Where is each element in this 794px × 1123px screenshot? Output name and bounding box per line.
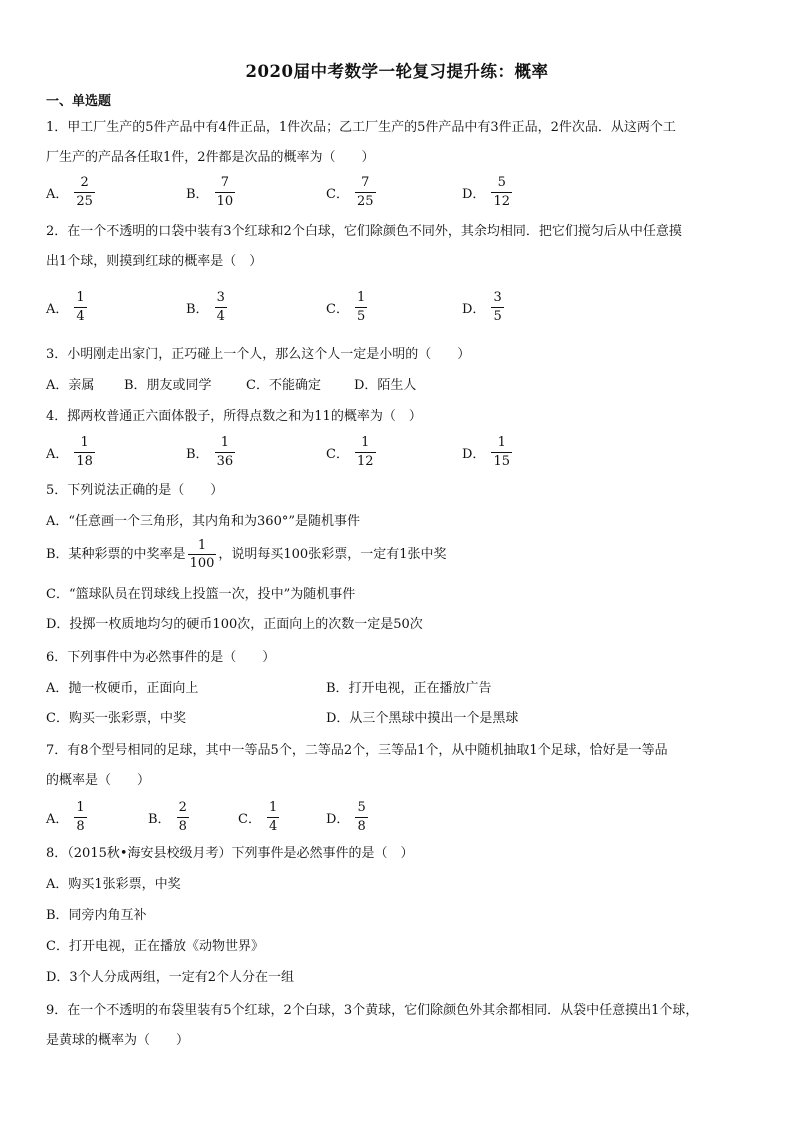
q1-option-d [462,175,512,210]
fraction-denominator: 12 [356,454,374,469]
fraction-numerator: 3 [493,290,502,305]
section-heading: 一、单选题 [46,94,112,109]
option-label: C． [238,812,261,827]
q8-option-c: C．打开电视，正在播放《动物世界》 [46,939,264,954]
q4-option-c [326,435,376,470]
q5-option-c: C．“篮球队员在罚球线上投篮一次，投中”为随机事件 [46,587,356,602]
q2-option-b [186,290,227,325]
q1-option-b [186,175,235,210]
q8-stem-line1: 8．（2015秋•海安县校级月考）下列事件是必然事件的是（ ） [46,846,414,861]
option-label: D． [326,812,350,827]
fraction-denominator: 25 [76,194,93,209]
option-label: D． [462,302,486,317]
q8-option-d: D．3个人分成两组，一定有2个人分在一组 [46,970,294,985]
q4-option-d [462,435,512,470]
q6-option-c: C．购买一张彩票，中奖 [46,711,186,726]
fraction-denominator: 5 [356,309,366,324]
option-label: A． [46,302,69,317]
fraction-denominator: 4 [268,819,278,834]
fraction-denominator: 15 [493,454,510,469]
q7-option-b [148,800,189,835]
option-label: D． [462,447,486,462]
q2-stem-line2: 出1个球，则摸到红球的概率是（ ） [46,254,263,269]
fraction-denominator: 100 [189,556,215,571]
fraction-denominator: 8 [178,819,187,834]
fraction-denominator: 4 [216,309,225,324]
q6-option-a: A．抛一枚硬币，正面向上 [46,681,199,696]
fraction-denominator: 5 [493,309,502,324]
q2-option-c [326,290,367,325]
q2-stem-line1: 2．在一个不透明的口袋中装有3个红球和2个白球，它们除颜色不同外，其余均相同．把它们搅匀后从中任意摸 [46,224,682,239]
fraction-denominator: 12 [493,194,510,209]
fraction-numerator: 3 [216,290,225,305]
q4-option-b [186,435,235,470]
q4-option-a [46,435,95,470]
q4-stem-line1: 4．掷两枚普通正六面体骰子，所得点数之和为11的概率为（ ） [46,409,422,424]
option-label: B． [186,302,209,317]
fraction-numerator: 1 [497,435,506,450]
page-title: 2020届中考数学一轮复习提升练：概率 [245,62,549,81]
q2-option-d [462,290,504,325]
option-label: A． [46,187,69,202]
option-label: B． [186,447,209,462]
q2-option-a [46,290,87,325]
fraction-numerator: 1 [76,800,85,815]
q3-option-b: B．朋友或同学 [124,378,212,393]
fraction-denominator: 25 [356,194,374,209]
q7-stem-line2: 的概率是（ ） [46,773,151,788]
q7-option-a [46,800,87,835]
option-label: B． [186,187,209,202]
q1-option-c [326,175,376,210]
option-label: D． [462,187,486,202]
q8-option-b: B．同旁内角互补 [46,908,147,923]
option-label: C． [326,302,349,317]
q3-stem-line1: 3．小明刚走出家门，正巧碰上一个人，那么这个人一定是小明的（ ） [46,347,471,362]
q7-option-c [238,800,279,835]
fraction-denominator: 4 [76,309,85,324]
option-text: ，说明每买100张彩票，一定有1张中奖 [218,546,447,562]
fraction-denominator: 8 [76,819,85,834]
q5-stem-line1: 5．下列说法正确的是（ ） [46,483,224,498]
q1-stem-line2: 厂生产的产品各任取1件，2件都是次品的概率为（ ） [46,150,375,165]
option-label: C． [326,187,349,202]
fraction-numerator: 2 [80,175,89,190]
fraction-denominator: 10 [216,194,234,209]
option-label: B． [148,812,171,827]
q3-option-d: D．陌生人 [354,378,417,393]
q5-option-d: D．投掷一枚质地均匀的硬币100次，正面向上的次数一定是50次 [46,617,423,632]
fraction-denominator: 36 [216,454,234,469]
q7-option-d [326,800,368,835]
fraction-numerator: 1 [197,538,207,553]
q8-option-a: A．购买1张彩票，中奖 [46,877,181,892]
fraction-numerator: 1 [220,435,229,450]
fraction-numerator: 5 [357,800,366,815]
fraction-denominator: 18 [76,454,93,469]
q1-stem-line1: 1．甲工厂生产的5件产品中有4件正品，1件次品；乙工厂生产的5件产品中有3件正品，2件次品．从这两个工 [46,120,676,135]
fraction-numerator: 2 [178,800,187,815]
option-label: A． [46,812,69,827]
q5-option-b [46,538,446,571]
q3-option-c: C．不能确定 [246,378,321,393]
fraction-numerator: 7 [361,175,370,190]
fraction-numerator: 1 [356,290,366,305]
q6-option-b: B．打开电视，正在播放广告 [326,681,492,696]
q3-option-a: A．亲属 [46,378,95,393]
option-text: B．某种彩票的中奖率是 [46,546,186,562]
q6-stem-line1: 6．下列事件中为必然事件的是（ ） [46,650,276,665]
q7-stem-line1: 7．有8个型号相同的足球，其中一等品5个，二等品2个，三等品1个，从中随机抽取1个足球，恰好是一等品 [46,743,668,758]
q9-stem-line1: 9．在一个不透明的布袋里装有5个红球，2个白球，3个黄球，它们除颜色外其余都相同．从袋中任意摸出1个球， [46,1003,699,1018]
q9-stem-line2: 是黄球的概率为（ ） [46,1033,190,1048]
option-label: C． [326,447,349,462]
fraction-numerator: 7 [220,175,229,190]
fraction-numerator: 1 [268,800,278,815]
fraction-numerator: 1 [76,290,85,305]
fraction-denominator: 8 [357,819,366,834]
option-label: A． [46,447,69,462]
fraction-numerator: 5 [497,175,506,190]
q1-option-a [46,175,95,210]
fraction-numerator: 1 [361,435,370,450]
q5-option-a: A．“任意画一个三角形，其内角和为360°”是随机事件 [46,514,360,529]
q6-option-d: D．从三个黑球中摸出一个是黑球 [326,711,519,726]
fraction-numerator: 1 [80,435,89,450]
